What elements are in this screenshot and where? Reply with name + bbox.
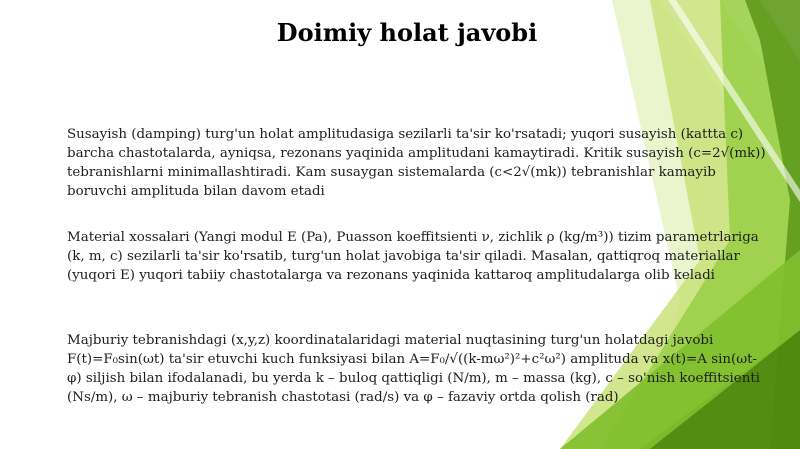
paragraph-forced-vibration: Majburiy tebranishdagi (x,y,z) koordinatalaridagi material nuqtasining turg'un holatdagi javobi F(t)=F₀sin(ωt) ta'sir etuvchi kuch funksiyasi bilan A=F₀/√((k-mω²)²+c²ω²) amplituda va x(t)=A sin(ωt-φ) siljish bilan ifodalanadi, bu yerda k – buloq qattiqligi (N/m), m – massa (kg), c – so'nish koeffitsienti (Ns/m), ω – majburiy tebranish chastotasi (rad/s) va φ – fazaviy ortda qolish (rad) [67,333,761,405]
slide-title: Doimiy holat javobi [276,18,538,47]
paragraph-material-properties: Material xossalari (Yangi modul E (Pa), Puasson koeffitsienti ν, zichlik ρ (kg/m³)) tizim parametrlariga (k, m, c) sezilarli ta'sir ko'rsatib, turg'un holat javobiga ta'sir qiladi. Masalan, qattiqroq materiallar (yuqori E) yuqori tabiiy chastotalarga va rezonans yaqinida kattaroq amplitudalarga olib keladi [67,230,759,283]
paragraph-damping: Susayish (damping) turg'un holat amplitudasiga sezilarli ta'sir ko'rsatadi; yuqori susayish (kattta c) barcha chastotalarda, ayniqsa, rezonans yaqinida amplitudani kamaytiradi. Kritik susayish (c=2√(mk)) tebranishlarni minimallashtiradi. Kam susaygan sistemalarda (c<2√(mk)) tebranishlar kamayib boruvchi amplituda bilan davom etadi [67,127,766,199]
